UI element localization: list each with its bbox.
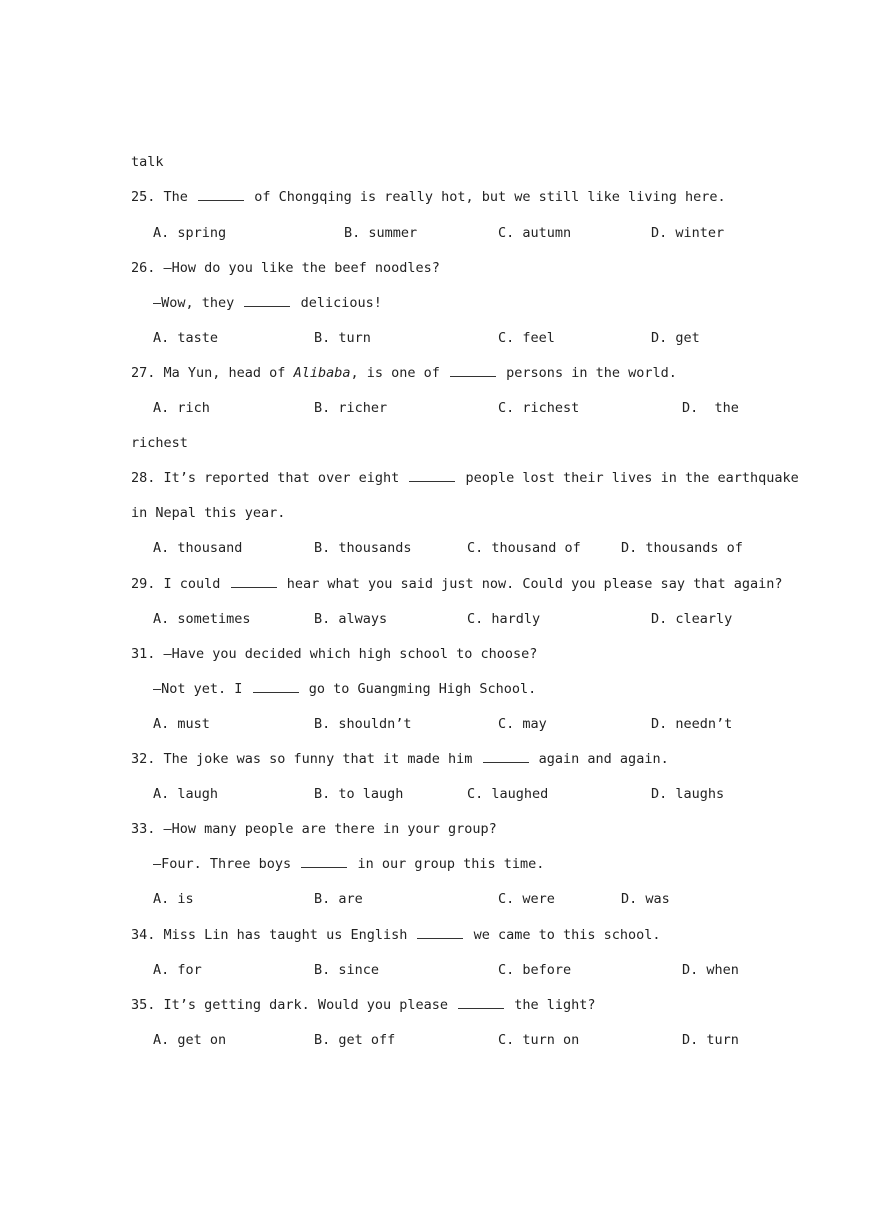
option-a: A. for [153,962,202,978]
option-c: C. laughed [467,786,549,802]
option-a: A. spring [153,225,227,241]
option-d: D. winter [651,225,725,241]
answer-blank [198,188,244,201]
question-26: 26. —How do you like the beef noodles? [131,260,440,276]
option-b: B. thousands [314,540,412,556]
option-d: D. turn [682,1032,739,1048]
option-c: C. before [498,962,572,978]
answer-blank [409,469,455,482]
option-a: A. sometimes [153,611,251,627]
option-d: D. get [651,330,700,346]
option-d-continuation: richest [131,435,188,451]
question-26-reply: —Wow, they delicious! [153,295,382,311]
question-25: 25. The of Chongqing is really hot, but we still like living here. [131,189,726,205]
question-31: 31. —Have you decided which high school to choose? [131,646,538,662]
option-c: C. hardly [467,611,541,627]
option-c: C. richest [498,400,580,416]
option-c: C. autumn [498,225,572,241]
option-a: A. rich [153,400,210,416]
option-a: A. laugh [153,786,219,802]
question-28: 28. It’s reported that over eight people lost their lives in the earthquake [131,470,799,486]
option-b: B. get off [314,1032,396,1048]
question-33-reply: —Four. Three boys in our group this time. [153,856,545,872]
option-d: D. the [682,400,739,416]
option-d: D. needn’t [651,716,733,732]
option-b: B. are [314,891,363,907]
option-b: B. turn [314,330,371,346]
question-31-reply: —Not yet. I go to Guangming High School. [153,681,537,697]
option-d: D. was [621,891,670,907]
option-b: B. since [314,962,380,978]
option-b: B. summer [344,225,418,241]
option-c: C. turn on [498,1032,580,1048]
continuation-word: talk [131,154,164,170]
question-28-continued: in Nepal this year. [131,505,286,521]
answer-blank [450,364,496,377]
option-d: D. clearly [651,611,733,627]
option-a: A. taste [153,330,219,346]
option-b: B. to laugh [314,786,404,802]
option-b: B. always [314,611,388,627]
option-c: C. thousand of [467,540,581,556]
option-a: A. thousand [153,540,243,556]
question-32: 32. The joke was so funny that it made him again and again. [131,751,669,767]
option-d: D. when [682,962,739,978]
answer-blank [417,926,463,939]
answer-blank [253,680,299,693]
answer-blank [483,750,529,763]
question-35: 35. It’s getting dark. Would you please the light? [131,997,596,1013]
option-d: D. thousands of [621,540,743,556]
question-34: 34. Miss Lin has taught us English we came to this school. [131,927,661,943]
answer-blank [458,996,504,1009]
option-a: A. must [153,716,210,732]
answer-blank [301,855,347,868]
option-c: C. were [498,891,555,907]
answer-blank [231,575,277,588]
answer-blank [244,294,290,307]
option-b: B. shouldn’t [314,716,412,732]
option-a: A. get on [153,1032,227,1048]
option-d: D. laughs [651,786,725,802]
question-29: 29. I could hear what you said just now. Could you please say that again? [131,576,783,592]
option-c: C. feel [498,330,555,346]
question-27: 27. Ma Yun, head of Alibaba, is one of persons in the world. [131,365,677,381]
option-c: C. may [498,716,547,732]
question-33: 33. —How many people are there in your group? [131,821,497,837]
option-a: A. is [153,891,194,907]
option-b: B. richer [314,400,388,416]
